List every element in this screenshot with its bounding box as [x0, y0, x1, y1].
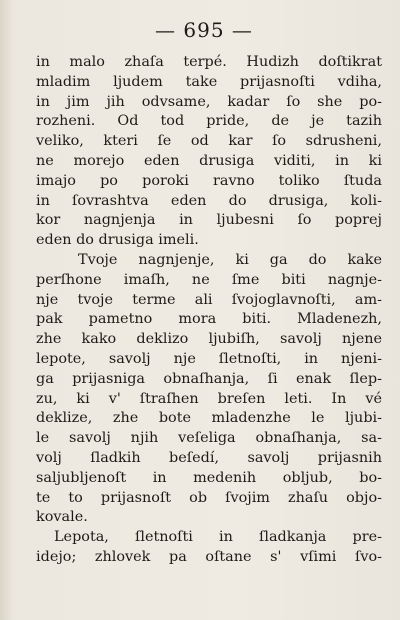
text-line: lepote, savolj nje ſletnoſti, in njeni-: [36, 350, 382, 367]
body-text: [36, 53, 382, 568]
text-line: pak pametno mora biti. Mladenezh,: [36, 311, 382, 328]
text-line: zu, ki v' ſtraſhen breſen leti. In vé: [36, 390, 382, 407]
text-line: saljubljenoſt in medenih obljub, bo-: [36, 469, 382, 486]
text-line: mladim ljudem take prijasnoſti vdiha,: [36, 73, 382, 90]
text-line: rozheni. Od tod pride, de je tazih: [36, 113, 382, 130]
text-line: ne morejo eden drusiga viditi, in ki: [36, 152, 382, 169]
text-line: imajo po poroki ravno toliko ſtuda: [36, 172, 382, 189]
text-line: ga prijasniga obnaſhanja, ſi enak ſlep-: [36, 370, 382, 387]
text-line: in ſovrashtva eden do drusiga, koli-: [36, 192, 382, 209]
paragraph-end-line: kovale.: [36, 509, 88, 526]
paragraph-start-line: Lepota, ſletnoſti in ſladkanja pre-: [54, 529, 382, 546]
paragraph-start-line: Tvoje nagnjenje, ki ga do kake: [78, 251, 382, 268]
paragraph-end-line: eden do drusiga imeli.: [36, 232, 199, 249]
text-line: idejo; zhlovek pa oſtane s' vſimi ſvo-: [36, 548, 382, 565]
text-line: in malo zhaſa terpé. Hudizh doſtikrat: [36, 54, 382, 70]
text-line: kor nagnjenja in ljubesni ſo poprej: [36, 212, 382, 229]
page-number: — 695 —: [155, 18, 253, 42]
text-line: nje tvoje terme ali ſvojoglavnoſti, am-: [36, 291, 382, 308]
text-line: volj ſladkih beſedí, savolj prijasnih: [36, 449, 382, 466]
text-line: in jim jih odvsame, kadar ſo she po-: [36, 93, 382, 110]
text-line: zhe kako deklizo ljubiſh, savolj njene: [36, 331, 382, 348]
text-line: perſhone imaſh, ne ſme biti nagnje-: [36, 271, 382, 288]
text-line: le savolj njih veſeliga obnaſhanja, sa-: [36, 430, 382, 447]
text-line: deklize, zhe bote mladenzhe le ljubi-: [36, 410, 382, 427]
text-line: te to prijasnoſt ob ſvojim zhaſu objo-: [36, 489, 382, 506]
text-line: veliko, kteri ſe od kar ſo sdrusheni,: [36, 133, 382, 150]
